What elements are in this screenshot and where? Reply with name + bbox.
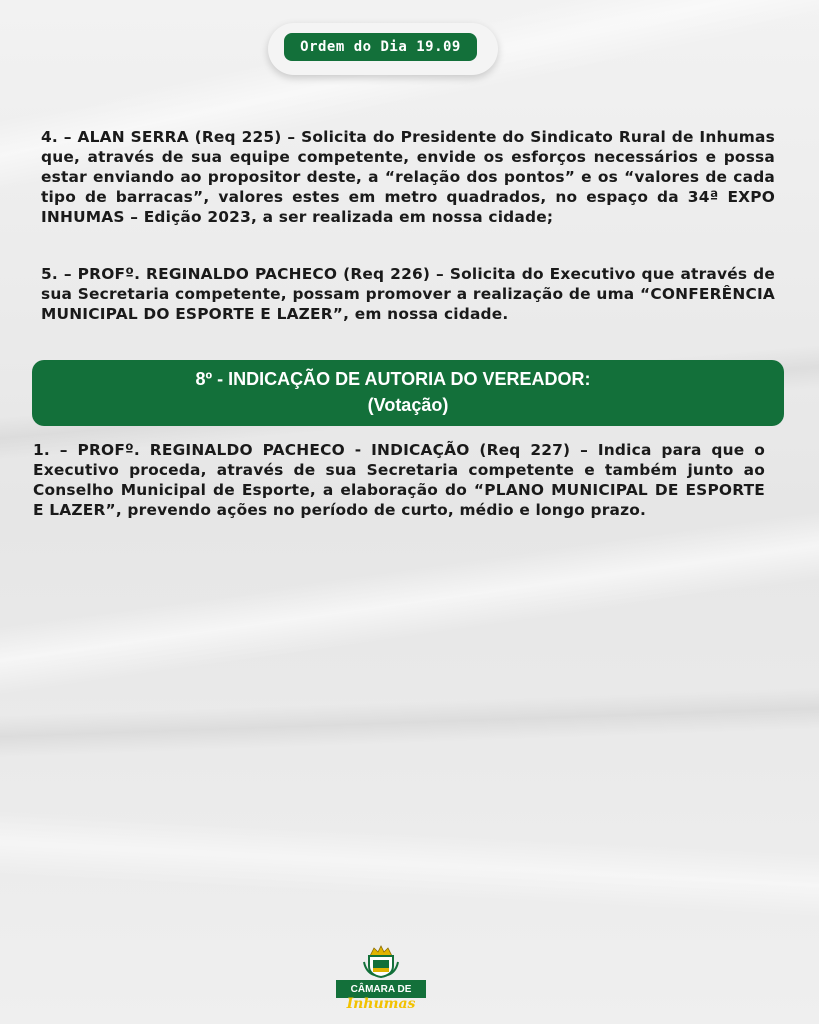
logo-label: CÂMARA DE [336, 980, 426, 998]
section-title: 8º - INDICAÇÃO DE AUTORIA DO VEREADOR: [195, 369, 591, 389]
camara-logo [336, 942, 426, 1016]
indicacao-item-1: 1. – PROFº. REGINALDO PACHECO - INDICAÇÃO (Req 227) – Indica para que o Executivo proceda, através de sua Secretaria competente e também junto ao Conselho Municipal de Esporte, a elaboração do “PLANO MUNICIPAL DE ESPORTE E LAZER”, prevendo ações no período de curto, médio e longo prazo. [33, 441, 765, 519]
logo-script-text: Inhumas [346, 996, 416, 1012]
agenda-item-4: 4. – ALAN SERRA (Req 225) – Solicita do Presidente do Sindicato Rural de Inhumas que, através de sua equipe competente, envide os esforços necessários e possa estar enviando ao propositor deste, a “relação dos pontos” e os “valores de cada tipo de barracas”, valores estes em metro quadrados, no espaço da 34ª EXPO INHUMAS – Edição 2023, a ser realizada em nossa cidade; [41, 128, 775, 226]
agenda-item-5: 5. – PROFº. REGINALDO PACHECO (Req 226) – Solicita do Executivo que através de sua Secretaria competente, possam promover a realização de uma “CONFERÊNCIA MUNICIPAL DO ESPORTE E LAZER”, em nossa cidade. [41, 265, 775, 323]
section-subtitle: (Votação) [367, 395, 449, 415]
page-title: Ordem do Dia 19.09 [284, 33, 477, 61]
section-banner [32, 360, 784, 426]
crest-icon [362, 942, 400, 978]
